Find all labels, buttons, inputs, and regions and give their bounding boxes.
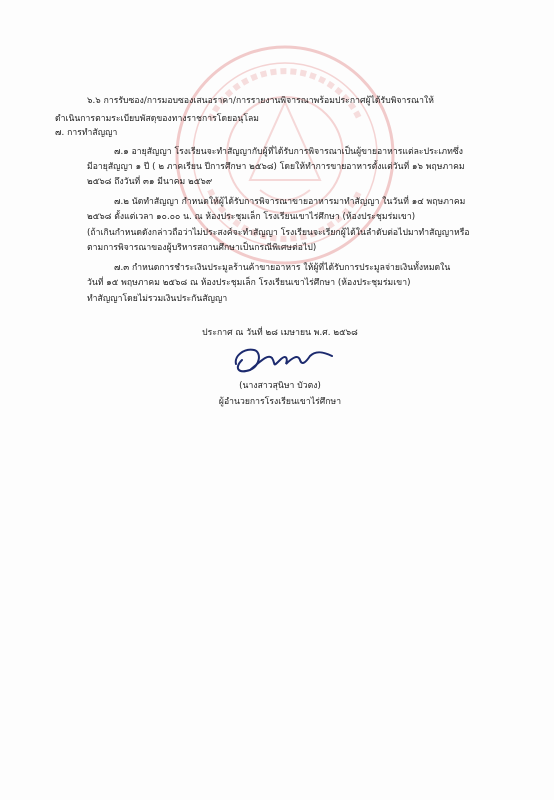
- announce-date: ประกาศ ณ วันที่ ๒๘ เมษายน พ.ศ. ๒๕๖๘: [202, 328, 358, 338]
- item-7-1-line1: ๗.๑ อายุสัญญา โรงเรียนจะทำสัญญากับผู้ที่ได้รับการพิจารณาเป็นผู้ขายอาหารแต่ละประเภทซึ่ง: [114, 147, 463, 157]
- item-7-2-line2: ๒๕๖๘ ตั้งแต่เวลา ๑๐.๐๐ น. ณ ห้องประชุมเล็ก โรงเรียนเขาไร่ศึกษา (ห้องประชุมร่มเขา): [87, 212, 416, 222]
- signer-title: ผู้อำนวยการโรงเรียนเขาไร่ศึกษา: [218, 397, 342, 407]
- item-6-6-line2: ดำเนินการตามระเบียบพัสดุของทางราชการโดยอนุโลม: [55, 114, 260, 124]
- item-7-2-line3: (ถ้าเกินกำหนดดังกล่าวถือว่าไม่ประสงค์จะทำสัญญา โรงเรียนจะเรียกผู้ได้ในลำดับต่อไปมาทำสัญญาหรือ: [87, 228, 470, 238]
- item-7-2-line1: ๗.๒ นัดทำสัญญา กำหนดให้ผู้ได้รับการพิจารณาขายอาหารมาทำสัญญา ในวันที่ ๑๔ พฤษภาคม: [114, 197, 466, 207]
- item-7-heading: ๗. การทำสัญญา: [55, 128, 118, 138]
- item-7-3-line1: ๗.๓ กำหนดการชำระเงินประมูลร้านค้าขายอาหาร ให้ผู้ที่ได้รับการประมูลจ่ายเงินทั้งหมดใน: [114, 263, 451, 273]
- item-7-3-line2: วันที่ ๑๕ พฤษภาคม ๒๕๖๘ ณ ห้องประชุมเล็ก โรงเรียนเขาไร่ศึกษา (ห้องประชุมร่มเขา): [87, 278, 411, 288]
- item-6-6-line1: ๖.๖ การรับซอง/การมอบซองเสนอราคา/การรายงานพิจารณาพร้อมประกาศผู้ได้รับพิจารณาให้: [87, 96, 434, 106]
- signer-name: (นางสาวสุนิษา บัวตง): [239, 381, 321, 391]
- handwritten-signature-icon: [228, 338, 338, 378]
- item-7-1-line2: มีอายุสัญญา ๑ ปี ( ๒ ภาคเรียน ปีการศึกษา ๒๕๖๘) โดยให้ทำการขายอาหารตั้งแต่วันที่ ๑๖ พฤษภาคม: [87, 162, 465, 172]
- item-7-3-line3: ทำสัญญาโดยไม่รวมเงินประกันสัญญา: [87, 294, 228, 304]
- item-7-1-line3: ๒๕๖๘ ถึงวันที่ ๓๑ มีนาคม ๒๕๖๙: [87, 177, 213, 187]
- item-7-2-line4: ตามการพิจารณาของผู้บริหารสถานศึกษาเป็นกรณีพิเศษต่อไป): [87, 243, 317, 253]
